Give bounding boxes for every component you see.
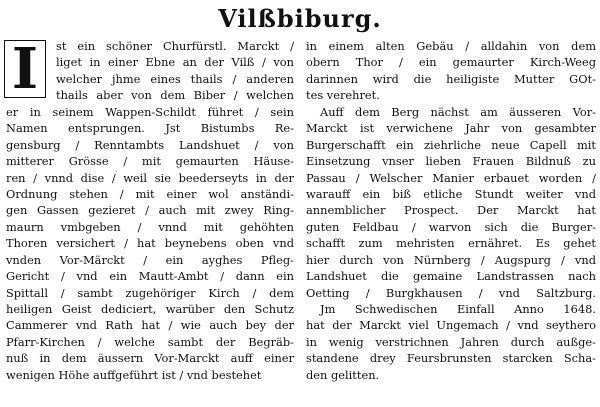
text-line: Thoren versichert / hat beynebens oben vnd [6, 236, 294, 251]
text-line: Gericht / vnd ein Mautt-Ambt / dann ein [6, 269, 294, 284]
text-line: in einem alten Gebäu / alldahin von dem [306, 39, 596, 53]
left-column [6, 38, 294, 383]
page-title: Vilßbiburg. [218, 4, 382, 33]
text-line: Pfarr-Kirchen / welche sambt der Begräb- [6, 334, 294, 349]
text-line: den gelitten. [306, 367, 380, 382]
text-line: Ordnung stehen / mit einer wol anständi- [6, 186, 294, 201]
text-line: Jm Schwedischen Einfall Anno 1648. [320, 302, 596, 316]
text-line: guten Feldbau / warvon sich die Burger- [306, 219, 596, 234]
text-line: darinnen wird die heiligiste Mutter GOt- [306, 71, 596, 86]
text-line: warauff ein biß etliche Stundt weiter vnd [306, 186, 596, 201]
text-line: Auff dem Berg nächst am äusseren Vor- [320, 104, 596, 119]
text-line: maurn vmbgeben / vnnd mit gehöhten [6, 219, 294, 234]
text-line: nuß in dem äussern Vor-Marckt auff einer [6, 351, 294, 366]
decorative-initial-letter: I [4, 40, 46, 98]
text-line: Burgerschafft ein ziehrliche neue Capell mit [306, 137, 596, 152]
text-line: schafft zum mehristen ernähret. Es gehet [306, 236, 596, 251]
text-line: heiligen Geist dediciert, warüber den Schutz [6, 302, 294, 316]
text-line: standene drey Feursbrunsten starcken Scha- [306, 351, 596, 366]
text-line: in wenig verstrichnen Jahren durch außge- [306, 334, 596, 349]
text-line: obern Thor / ein gemaurter Kirch-Weeg [306, 55, 596, 70]
text-line: thails aber von dem Biber / welchen [56, 88, 294, 103]
text-line: Cammerer vnd Rath hat / wie auch bey der [6, 318, 294, 333]
text-line: welcher jhme eines thails / anderen [56, 71, 294, 86]
text-line: Namen entsprungen. Jst Bistumbs Re- [6, 121, 294, 136]
text-line: hat der Marckt viel Ungemach / vnd seythero [306, 318, 596, 333]
text-line: hier durch von Nürnberg / Augspurg / vnd [306, 252, 596, 267]
text-line: tes verehret. [306, 88, 380, 103]
text-line: Passau / Welscher Manier erbauet worden / [306, 170, 596, 185]
right-column [306, 38, 596, 383]
text-line: gensburg / Renntambts Landshuet / von [6, 137, 294, 152]
text-line: Einsetzung vnser lieben Frauen Bildnuß zu [306, 154, 596, 169]
text-line: ren / vnnd dise / weil sie beederseyts in der [6, 170, 294, 185]
text-line: wenigen Höhe auffgeführt ist / vnd bestehet [6, 367, 262, 382]
text-line: er in seinem Wappen-Schildt führet / sein [6, 104, 294, 119]
text-line: Spittall / sambt zugehöriger Kirch / dem [6, 285, 294, 300]
text-line: Marckt ist verwichene Jahr von gesambter [306, 121, 596, 136]
text-line: Oetting / Burgkhausen / vnd Saltzburg. [306, 285, 596, 300]
text-line: annemblicher Prospect. Der Marckt hat [306, 203, 596, 218]
text-line: gen Gassen gezieret / auch mit zwey Ring- [6, 203, 294, 218]
text-line: vnden Vor-Märckt / ein ayghes Pfleg- [6, 252, 294, 267]
text-line: st ein schöner Churfürstl. Marckt / [56, 39, 294, 53]
text-line: Landshuet die gemaine Landstrassen nach [306, 269, 596, 284]
text-line: mitterer Grösse / mit gemaurten Häuse- [6, 154, 294, 169]
text-line: liget in einer Ebne an der Vilß / von [56, 55, 294, 70]
